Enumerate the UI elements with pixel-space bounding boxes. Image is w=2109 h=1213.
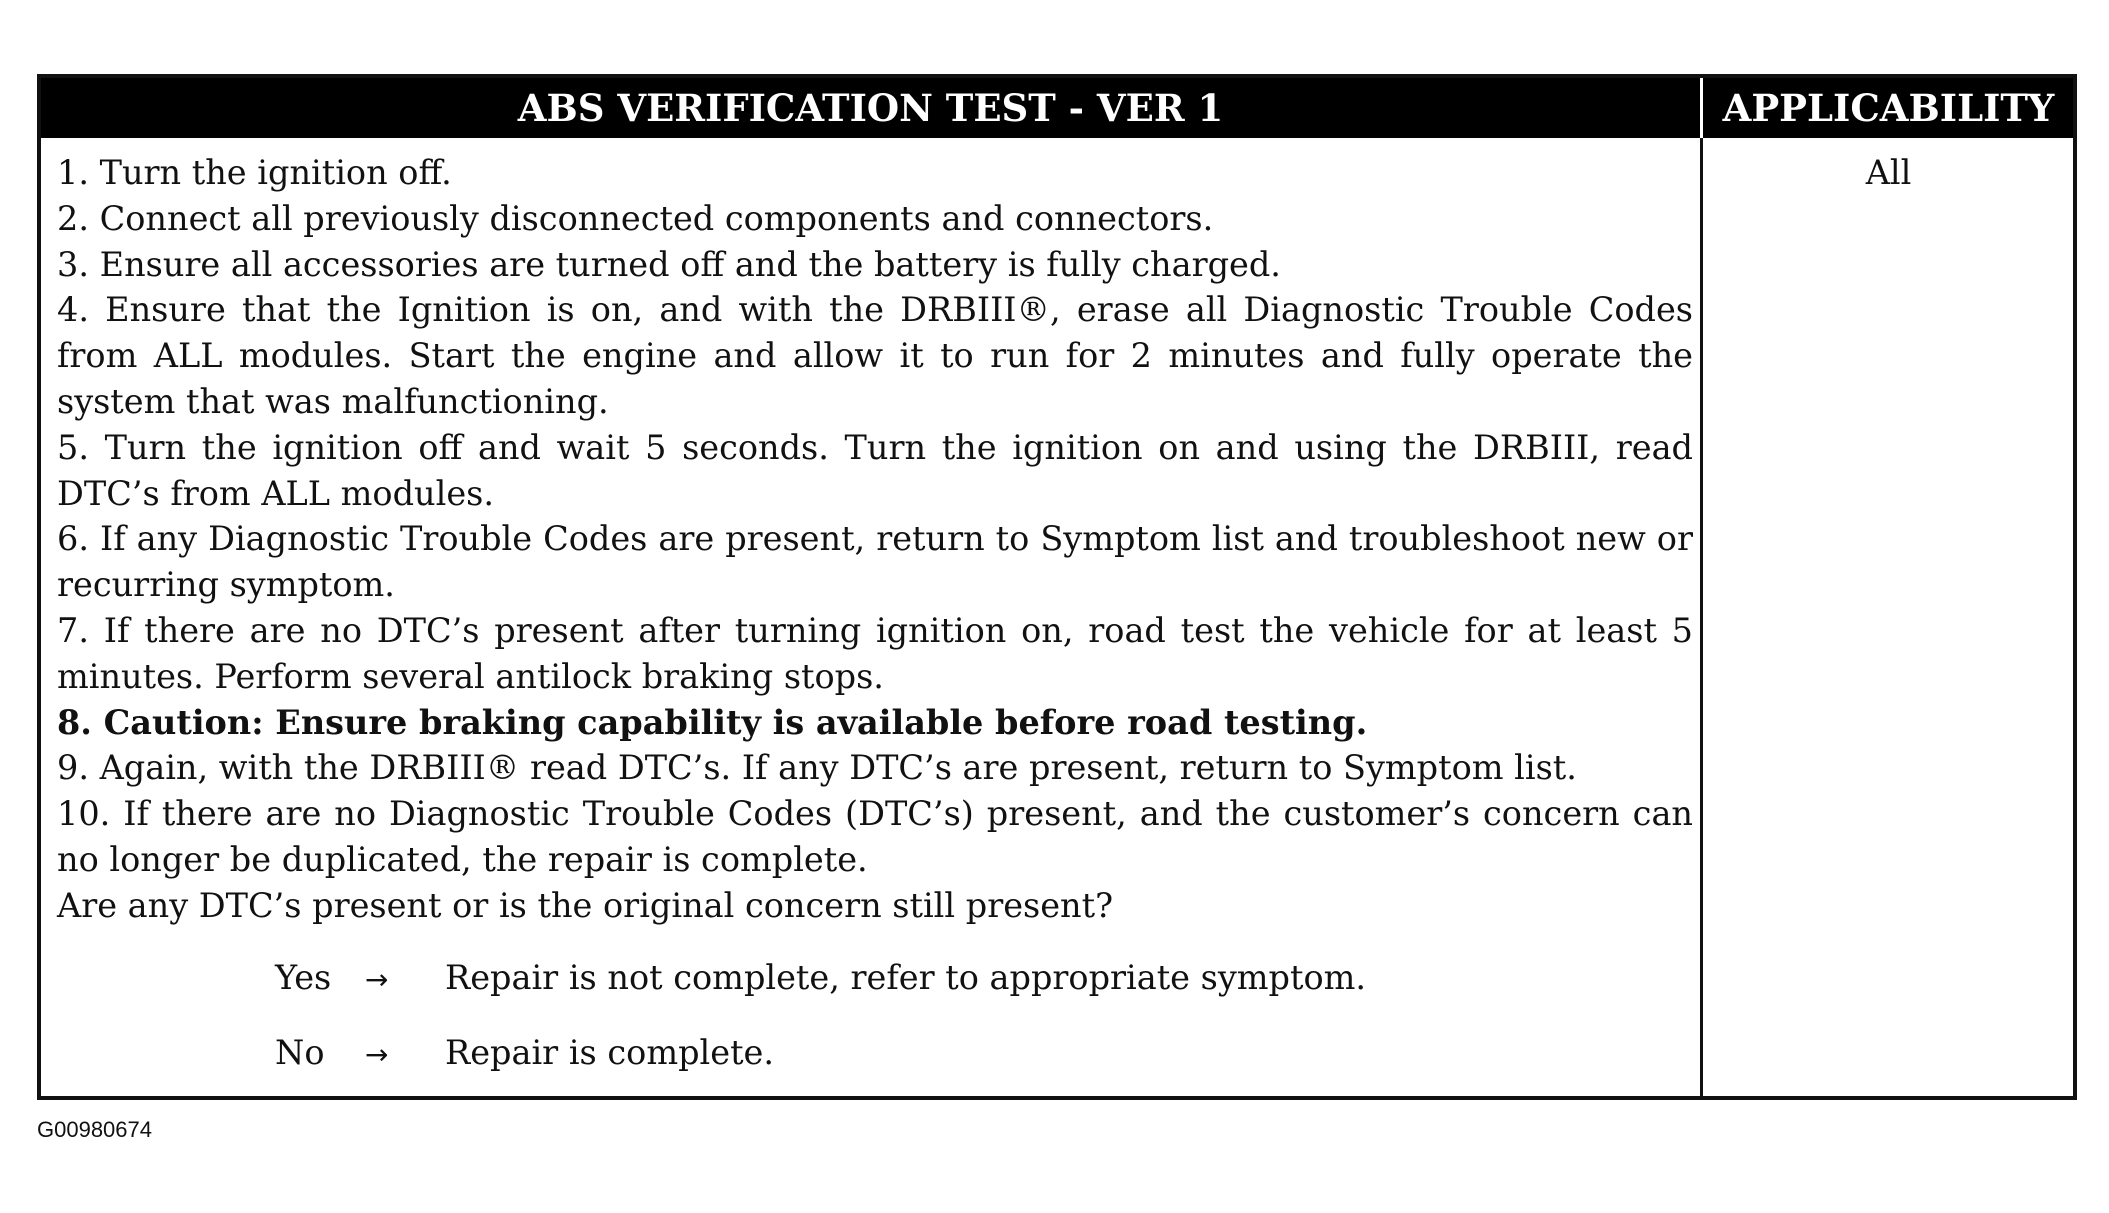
figure-id: G00980674 xyxy=(37,1117,152,1142)
applicability-value: All xyxy=(1865,153,1912,192)
answer-no-key: No xyxy=(275,1032,325,1072)
step-8-caution: 8. Caution: Ensure braking capability is available before road testing. xyxy=(57,702,1368,742)
column-divider xyxy=(1700,138,1703,1096)
applicability-header: APPLICABILITY xyxy=(1722,86,2055,130)
step-3: 3. Ensure all accessories are turned off and the battery is fully charged. xyxy=(57,244,1281,284)
step-4: 4. Ensure that the Ignition is on, and with the DRBIII®, erase all Diagnostic Trouble Codes from ALL modules. Start the engine and allow it to run for 2 minutes and fully operate the system that was malfunctioning. xyxy=(57,290,1693,421)
answer-yes-key: Yes xyxy=(275,957,332,997)
verification-test-table xyxy=(37,74,2077,1100)
table-title: ABS VERIFICATION TEST - VER 1 xyxy=(517,86,1224,130)
answer-list xyxy=(275,955,1693,1105)
step-9: 9. Again, with the DRBIII® read DTC’s. If any DTC’s are present, return to Symptom list. xyxy=(57,748,1577,788)
step-2: 2. Connect all previously disconnected components and connectors. xyxy=(57,198,1214,238)
table-header xyxy=(41,78,2073,138)
answer-yes xyxy=(275,955,1693,1030)
answer-no-text: Repair is complete. xyxy=(445,1032,775,1072)
step-1: 1. Turn the ignition off. xyxy=(57,153,452,192)
answer-yes-text: Repair is not complete, refer to appropriate symptom. xyxy=(445,957,1367,997)
step-5: 5. Turn the ignition off and wait 5 seconds. Turn the ignition on and using the DRBIII, read DTC’s from ALL modules. xyxy=(57,427,1693,513)
verification-question: Are any DTC’s present or is the original concern still present? xyxy=(57,885,1114,925)
answer-no xyxy=(275,1030,1693,1105)
procedure-steps xyxy=(57,150,1693,1105)
step-7: 7. If there are no DTC’s present after turning ignition on, road test the vehicle for at least 5 minutes. Perform several antilock braking stops. xyxy=(57,610,1693,696)
step-6: 6. If any Diagnostic Trouble Codes are present, return to Symptom list and troubleshoot new or recurring symptom. xyxy=(57,519,1693,605)
right-arrow-icon: → xyxy=(365,962,389,996)
right-arrow-icon: → xyxy=(365,1037,389,1071)
step-10: 10. If there are no Diagnostic Trouble Codes (DTC’s) present, and the customer’s concern can no longer be duplicated, the repair is complete. xyxy=(57,794,1693,879)
